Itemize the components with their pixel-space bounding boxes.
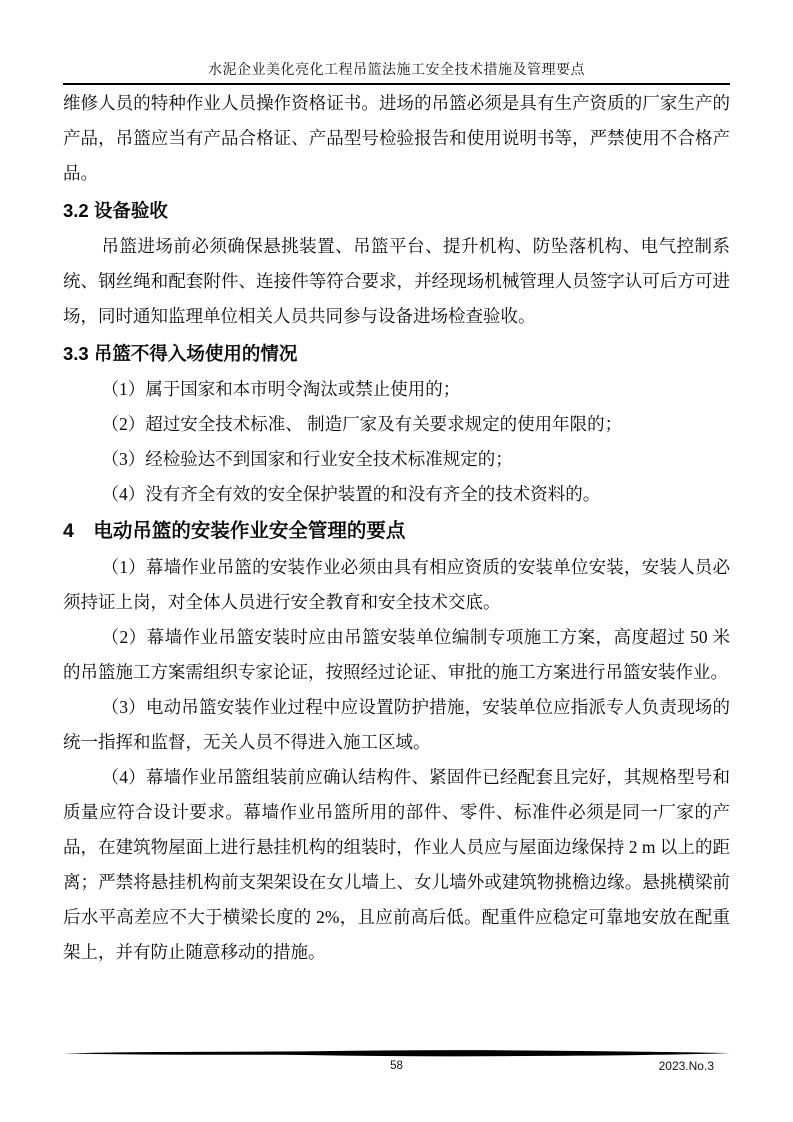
footer-row — [63, 1058, 730, 1078]
section-3-3-item-2: （2）超过安全技术标准、 制造厂家及有关要求规定的使用年限的； — [101, 414, 623, 434]
section-3-3-item-1: （1）属于国家和本市明令淘汰或禁止使用的； — [101, 379, 461, 399]
section-4-paragraph-4: （4）幕墙作业吊篮组装前应确认结构件、紧固件已经配套且完好，其规格型号和质量应符合设计要求。幕墙作业吊篮所用的部件、零件、标准件必须是同一厂家的产品，在建筑物屋面上进行悬挂机构的组装时，作业人员应与屋面边缘保持 2 m 以上的距离；严禁将悬挂机构前支架架设在女儿墙上、女儿墙外或建筑物挑檐边缘。悬挑横梁前后水平高差应不大于横梁长度的 2%，且应前高后低。配重件应稳定可靠地安放在配重架上，并有防止随意移动的措施。 — [63, 767, 730, 962]
page-footer — [63, 1049, 730, 1078]
section-4-paragraph-2: （2）幕墙作业吊篮安装时应由吊篮安装单位编制专项施工方案，高度超过 50 米的吊篮施工方案需组织专家论证，按照经过论证、审批的施工方案进行吊篮安装作业。 — [63, 627, 730, 682]
section-4-paragraph-3: （3）电动吊篮安装作业过程中应设置防护措施，安装单位应指派专人负责现场的统一指挥和监督，无关人员不得进入施工区域。 — [63, 697, 730, 752]
section-4-heading: 4 电动吊篮的安装作业安全管理的要点 — [63, 520, 406, 542]
issue-number: 2023.No.3 — [658, 1059, 714, 1073]
section-3-3-item-4: （4）没有齐全有效的安全保护装置的和没有齐全的技术资料的。 — [101, 484, 601, 504]
running-header-title: 水泥企业美化亮化工程吊篮法施工安全技术措施及管理要点 — [208, 63, 585, 78]
section-3-2-heading: 3.2 设备验收 — [63, 200, 168, 221]
footer-rule-icon — [63, 1049, 730, 1058]
section-3-3-heading: 3.3 吊篮不得入场使用的情况 — [63, 343, 298, 364]
section-4-paragraph-1: （1）幕墙作业吊篮的安装作业必须由具有相应资质的安装单位安装，安装人员必须持证上岗，对全体人员进行安全教育和安全技术交底。 — [63, 557, 730, 612]
page-header — [63, 0, 730, 85]
document-body — [63, 86, 730, 970]
intro-paragraph: 维修人员的特种作业人员操作资格证书。进场的吊篮必须是具有生产资质的厂家生产的产品，吊篮应当有产品合格证、产品型号检验报告和使用说明书等，严禁使用不合格产品。 — [63, 93, 730, 183]
page-number: 58 — [390, 1060, 403, 1072]
section-3-2-paragraph: 吊篮进场前必须确保悬挑装置、吊篮平台、提升机构、防坠落机构、电气控制系统、钢丝绳和配套附件、连接件等符合要求，并经现场机械管理人员签字认可后方可进场，同时通知监理单位相关人员共同参与设备进场检查验收。 — [63, 236, 730, 326]
section-3-3-item-3: （3）经检验达不到国家和行业安全技术标准规定的； — [101, 449, 513, 469]
